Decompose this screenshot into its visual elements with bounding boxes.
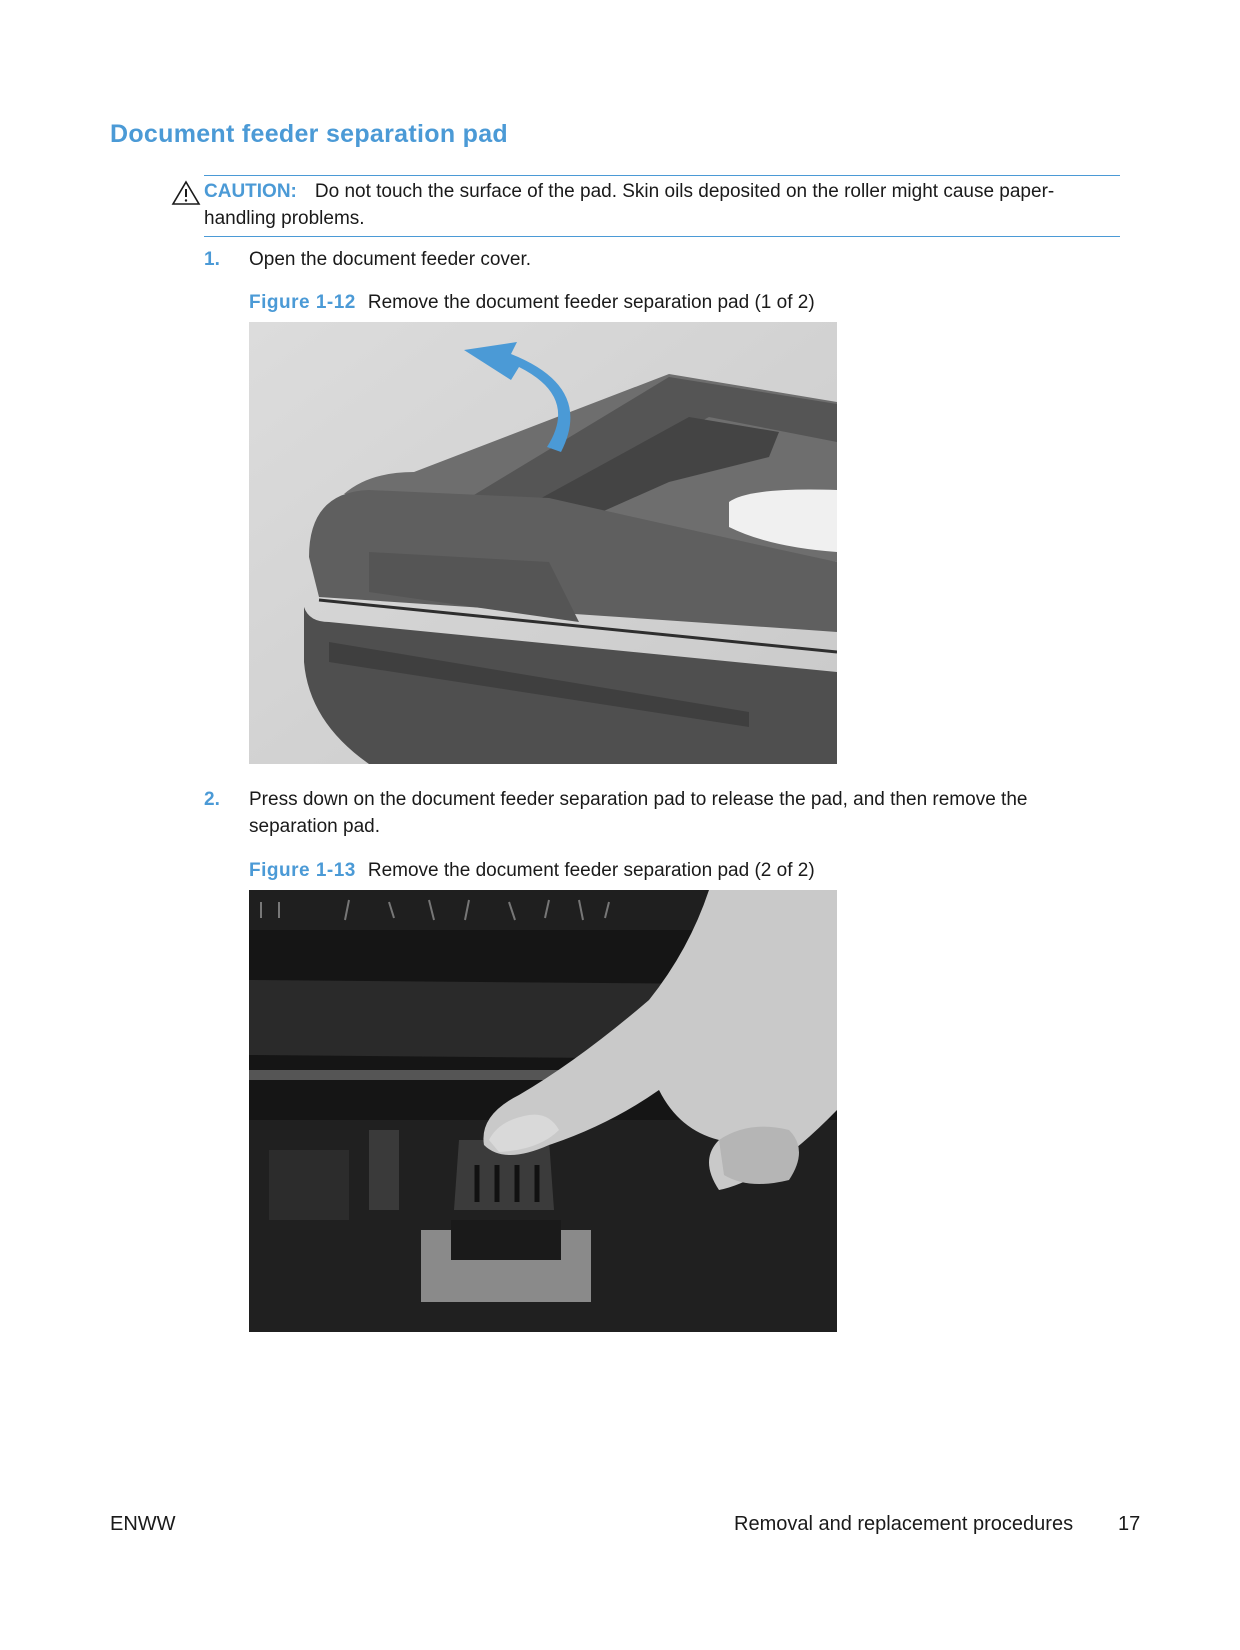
step-text: Open the document feeder cover. <box>249 249 532 270</box>
caution-box <box>204 175 1120 237</box>
figure-caption <box>249 292 815 314</box>
step-2 <box>204 786 1104 840</box>
figure-caption-text: Remove the document feeder separation pad (1 of 2) <box>367 292 815 313</box>
step-number: 1. <box>204 249 220 270</box>
figure-caption <box>249 860 815 882</box>
figure-label: Figure 1-12 <box>249 292 356 313</box>
page-number: 17 <box>1118 1513 1141 1535</box>
caution-text: Do not touch the surface of the pad. Skin oils deposited on the roller might cause paper-handling problems. <box>204 181 1055 229</box>
footer-left: ENWW <box>110 1513 176 1535</box>
step-1 <box>204 246 1104 273</box>
figure-caption-text: Remove the document feeder separation pad (2 of 2) <box>367 860 815 881</box>
caution-label: CAUTION: <box>204 181 297 202</box>
step-text: Press down on the document feeder separation pad to release the pad, and then remove the separation pad. <box>249 789 1028 837</box>
step-number: 2. <box>204 789 220 810</box>
warning-triangle-icon <box>171 180 201 206</box>
footer-section: Removal and replacement procedures <box>734 1513 1074 1535</box>
section-title: Document feeder separation pad <box>110 120 508 148</box>
document-feeder-cover-photo <box>249 322 837 764</box>
figure-label: Figure 1-13 <box>249 860 356 881</box>
separation-pad-photo <box>249 890 837 1332</box>
